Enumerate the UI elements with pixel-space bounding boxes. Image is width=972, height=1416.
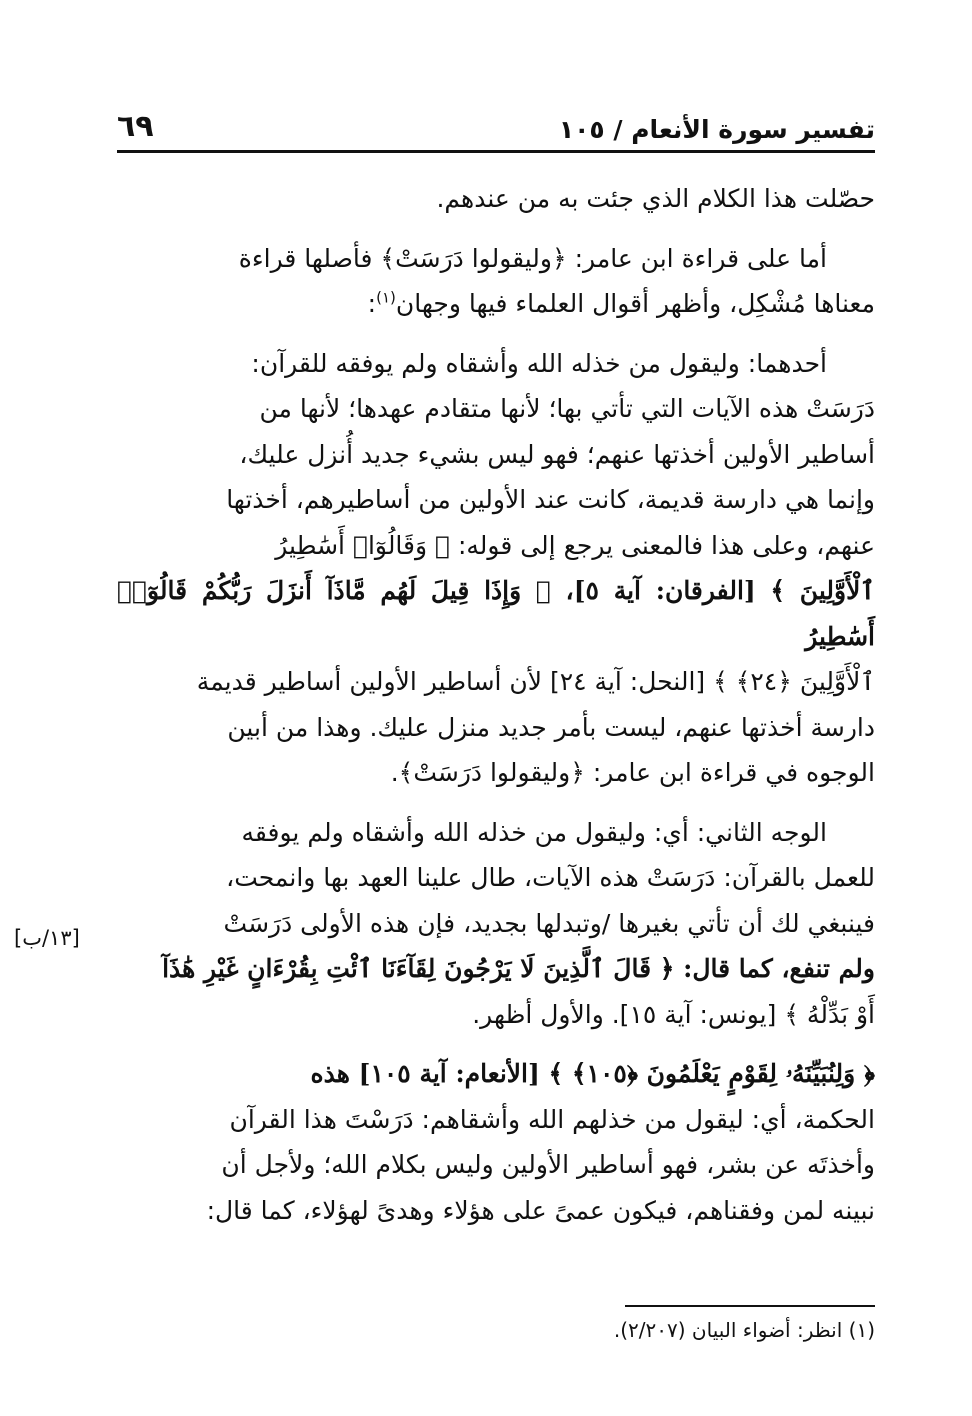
text-line: أَوْ بَدِّلْهُ ﴾ [يونس: آية ١٥]. والأول أظهر. (472, 999, 875, 1029)
footnote-separator (625, 1305, 875, 1307)
text-segment: : (367, 289, 377, 318)
paragraph-5 (117, 1051, 875, 1233)
paragraph-2 (117, 236, 875, 327)
text-line: أحدهما: وليقول من خذله الله وأشقاه ولم يوفقه للقرآن: (251, 348, 827, 378)
quran-verse-line: ولم تنفع، كما قال: ﴿ قَالَ ٱلَّذِينَ لَا يَرْجُونَ لِقَآءَنَا ٱئْتِ بِقُرْءَانٍ غَيْرِ هَٰذَآ (162, 954, 875, 983)
text-line: أساطير الأولين أخذتها عنهم؛ فهو ليس بشيء جديد أُنزل عليك، (239, 439, 875, 469)
quran-verse-line: ﴿ وَلِنُبَيِّنَهُۥ لِقَوْمٍ يَعْلَمُونَ ﴿١٠٥﴾ ﴾ [الأنعام: آية ١٠٥] هذه (310, 1059, 875, 1088)
text-line: فينبغي لك أن تأتي بغيرها /وتبدلها بجديد، فإن هذه الأولى دَرَسَتْ (223, 908, 875, 938)
text-segment: معناها مُشْكِل، وأظهر أقوال العلماء فيها وجهان (395, 289, 875, 318)
text-line: عنهم، وعلى هذا فالمعنى يرجع إلى قوله: ﴿ وَقَالُوٓا۟ أَسَٰطِيرُ (275, 530, 875, 560)
text-line-with-footnote (117, 281, 875, 327)
text-line: دَرَسَتْ هذه الآيات التي تأتي بها؛ لأنها متقادم عهدها؛ لأنها من (259, 394, 875, 423)
page-number: ٦٩ (117, 109, 154, 144)
footnote: (١) انظر: أضواء البيان (٢/٢٠٧). (613, 1318, 875, 1342)
text-line: الوجه الثاني: أي: وليقول من خذله الله وأشقاه ولم يوفقه (241, 817, 827, 847)
text-line: وأخذتَه عن بشر، فهو أساطير الأولين وليس بكلام الله؛ ولأجل أن (221, 1150, 875, 1179)
text-line: ٱلْأَوَّلِينَ ﴿٢٤﴾ ﴾ [النحل: آية ٢٤] لأن أساطير الأولين أساطير قديمة (196, 667, 875, 696)
text-line: دارسة أخذتها عنهم، ليست بأمر جديد منزل عليك. وهذا من أبين (227, 712, 875, 742)
paragraph-4 (117, 810, 875, 1038)
paragraph-3 (117, 341, 875, 796)
text-line: أما على قراءة ابن عامر: ﴿وليقولوا دَرَسَتْ﴾ فأصلها قراءة (238, 243, 827, 273)
manuscript-folio-note: [١٣/ب] (14, 926, 80, 950)
page-header (117, 100, 875, 144)
text-line: الحكمة، أي: ليقول من خذلهم الله وأشقاهم: دَرَسْتَ هذا القرآن (229, 1104, 875, 1134)
paragraph-1 (117, 176, 875, 222)
main-text (117, 176, 875, 1247)
header-rule (117, 150, 875, 153)
text-line: للعمل بالقرآن: دَرَسَتْ هذه الآيات، طال علينا العهد بها وانمحت، (226, 863, 875, 892)
text-line: نبينه لمن وفقناهم، فيكون عمىً على هؤلاء وهدىً لهؤلاء، كما قال: (206, 1195, 875, 1225)
running-title: تفسير سورة الأنعام / ١٠٥ (558, 115, 875, 144)
footnote-marker: (١) (376, 288, 396, 307)
quran-verse-line: ٱلْأَوَّلِينَ ﴾ [الفرقان: آية ٥]، ﴿ وَإِذَا قِيلَ لَهُم مَّاذَآ أَنزَلَ رَبُّكُمْ قَالُوٓا۟ أَسَٰطِيرُ (117, 576, 875, 651)
text-line: الوجوه في قراءة ابن عامر: ﴿وليقولوا دَرَسَتْ﴾. (390, 758, 875, 787)
text-line: حصّلت هذا الكلام الذي جئت به من عندهم. (436, 184, 875, 213)
text-line: وإنما هي دارسة قديمة، كانت عند الأولين من أساطيرهم، أخذتها (226, 485, 875, 514)
